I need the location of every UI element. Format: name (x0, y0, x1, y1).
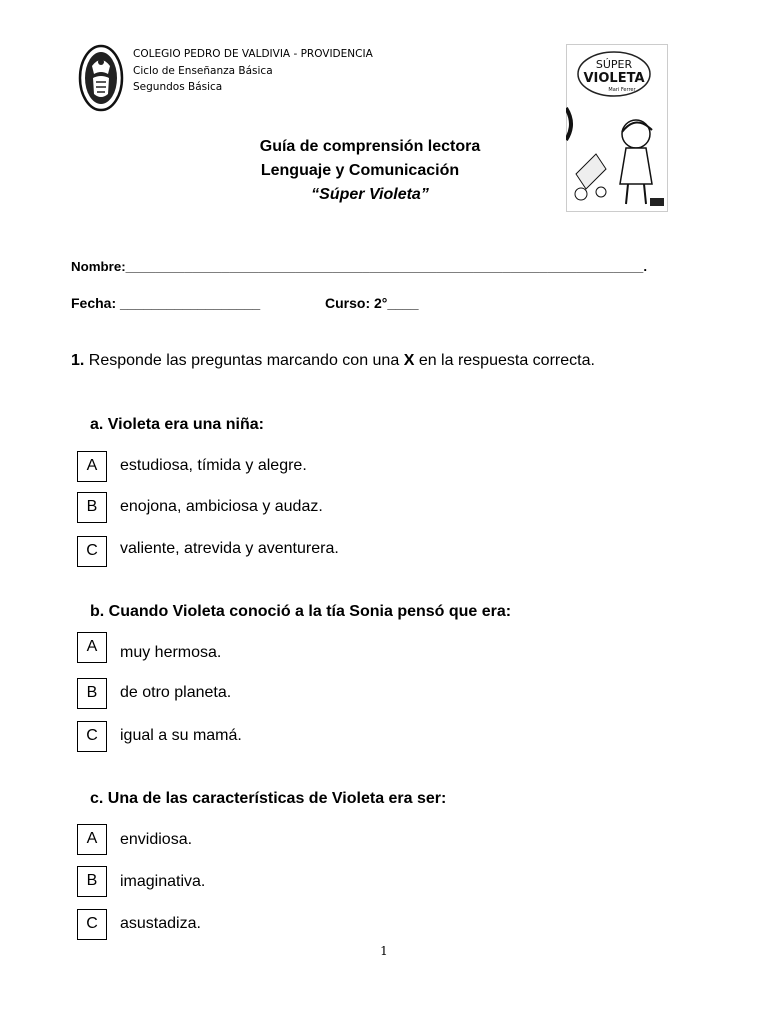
question-a-option-c-box[interactable]: C (77, 536, 107, 567)
subject-title: Lenguaje y Comunicación (260, 162, 460, 179)
question-c-option-a-text: envidiosa. (120, 831, 193, 848)
fecha-field[interactable]: Fecha: __________________ (71, 295, 261, 311)
question-b-option-c-box[interactable]: C (77, 721, 107, 752)
question-a-option-a-text: estudiosa, tímida y alegre. (120, 457, 307, 474)
question-b-option-c-text: igual a su mamá. (120, 727, 242, 744)
school-header (133, 46, 373, 96)
cover-author: Mari Ferrer (608, 87, 636, 93)
school-crest-icon (78, 44, 124, 112)
guide-title: Guía de comprensión lectora (259, 138, 481, 155)
instruction (71, 352, 595, 370)
cover-title-line2: VIOLETA (583, 71, 645, 86)
instruction-text-after: en la respuesta correcta. (418, 352, 595, 369)
instruction-number: 1. (71, 352, 85, 369)
question-b-option-b-box[interactable]: B (77, 678, 107, 709)
question-a-option-b-text: enojona, ambiciosa y audaz. (120, 498, 323, 515)
instruction-mark: X (403, 352, 415, 369)
book-title: “Súper Violeta” (311, 186, 429, 203)
page-number: 1 (380, 944, 388, 958)
question-a-option-a-box[interactable]: A (77, 451, 107, 482)
question-b-option-a-text: muy hermosa. (120, 644, 222, 661)
question-b-label: b. Cuando Violeta conoció a la tía Sonia pensó que era: (90, 603, 512, 620)
school-name: COLEGIO PEDRO DE VALDIVIA - PROVIDENCIA (133, 48, 373, 60)
school-cycle: Ciclo de Enseñanza Básica (133, 64, 273, 77)
nombre-field[interactable]: Nombre:______________________________________________________________________. (71, 259, 648, 274)
question-b-option-b-text: de otro planeta. (120, 684, 232, 701)
question-a-option-b-box[interactable]: B (77, 492, 107, 523)
question-b-option-a-box[interactable]: A (77, 632, 107, 663)
question-a-label: a. Violeta era una niña: (90, 416, 264, 433)
school-level: Segundos Básica (133, 81, 223, 93)
question-c-label: c. Una de las características de Violeta era ser: (90, 790, 447, 807)
question-c-option-b-box[interactable]: B (77, 866, 107, 897)
question-a-option-c-text: valiente, atrevida y aventurera. (120, 540, 339, 557)
cover-title-line1: SÚPER (595, 58, 633, 71)
question-c-option-a-box[interactable]: A (77, 824, 107, 855)
question-c-option-c-text: asustadiza. (120, 915, 201, 932)
question-c-option-b-text: imaginativa. (120, 873, 206, 890)
curso-field[interactable]: Curso: 2°____ (325, 295, 419, 311)
question-c-option-c-box[interactable]: C (77, 909, 107, 940)
instruction-text-before: Responde las preguntas marcando con una (88, 352, 400, 369)
